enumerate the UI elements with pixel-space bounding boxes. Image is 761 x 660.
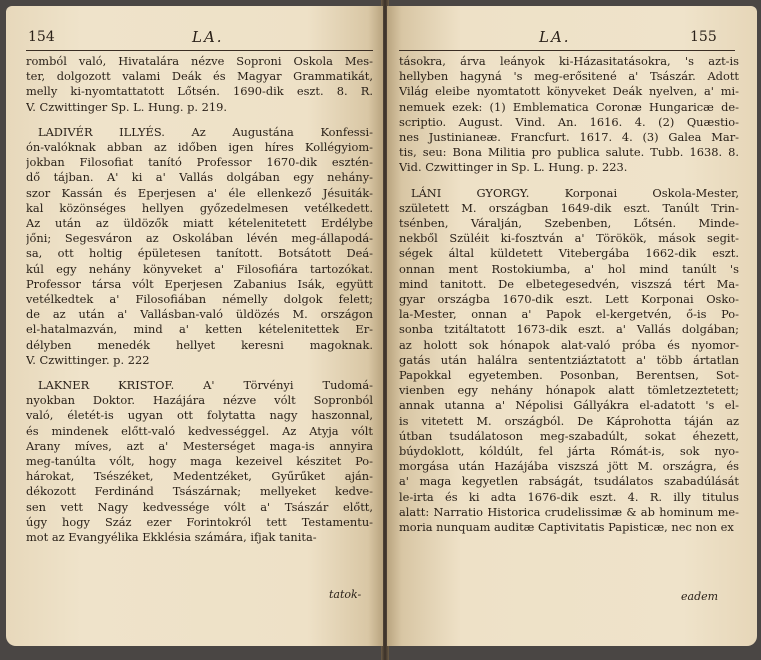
text-line: vienben egy nehány hónapok alatt tömletzeztetett; xyxy=(399,383,739,398)
text-line: ón-valóknak abban az időben igen híres Kollégyiom- xyxy=(26,140,373,155)
text-line: tis, seu: Bona Militia pro publica salute. Tubb. 1638. 8. xyxy=(399,145,739,160)
text-line: el-hatalmazván, mind a' ketten kételenitettek Er- xyxy=(26,322,373,337)
text-line: Arany míves, azt a' Mesterséget maga-is annyira xyxy=(26,438,373,453)
text-line: sa, ott holtig épületesen tanított. Botsátott Deá- xyxy=(26,246,373,261)
text-line: morgása után Hazájába viszszá jött M. országra, és xyxy=(399,459,739,474)
text-line: le-irta és ki adta 1676-dik eszt. 4. R. illy titulus xyxy=(399,489,739,504)
text-line: Vid. Czwittinger in Sp. L. Hung. p. 223. xyxy=(399,160,628,175)
text-line: dékozott Ferdinánd Tsászárnak; mellyeket kedve- xyxy=(26,484,373,499)
text-line: de az után a' Vallásban-való üldözés M. országon xyxy=(26,307,373,322)
text-line: la-Mester, onnan a' Papok el-kergetvén, ő-is Po- xyxy=(399,307,739,322)
text-line: búydoklott, kóldúlt, fel járta Rómát-is, sok nyo- xyxy=(399,444,739,459)
text-line: nes Justinianeæ. Francfurt. 1617. 4. (3) Galea Mar- xyxy=(399,130,739,145)
text-line: LADIVÉR ILLYÉS. Az Augustána Konfessi- xyxy=(38,124,373,139)
text-line: Papokkal egyetemben. Posonban, Berentsen, Sot- xyxy=(399,368,739,383)
text-line: szor Kassán és Eperjesen a' éle ellenkező Jésuiták- xyxy=(26,185,373,200)
text-line: tásokra, árva leányok ki-Házasitatásokra, 's azt-is xyxy=(399,54,739,68)
text-line: gyar országba 1670-dik eszt. Lett Korponai Osko- xyxy=(399,292,739,307)
text-line: mot az Evangyélika Ekklésia számára, ifjak tanita- xyxy=(26,530,317,545)
page-body xyxy=(26,54,373,545)
page-number: 155 xyxy=(690,29,717,45)
text-line: tsénben, Váralján, Szebenben, Lőtsén. Minde- xyxy=(399,216,739,231)
text-line: sen vett Nagy kedvessége vólt a' Tsászár előtt, xyxy=(26,499,373,514)
text-line: vetélkedtek a' Filosofiában némelly dolgok felett; xyxy=(26,292,373,307)
text-line: V. Czwittinger. p. 222 xyxy=(26,352,150,367)
text-line: a' maga kegyetlen rabságát, tsudálatos szabadúlását xyxy=(399,474,739,489)
text-line: való, életét-is ugyan ott folytatta nagy haszonnal, xyxy=(26,408,373,423)
text-line: sonba tzitáltatott 1673-dik eszt. a' Vallás dolgában; xyxy=(399,322,739,337)
text-line: nyokban Doktor. Hazájára nézve vólt Sopronból xyxy=(26,393,373,408)
text-line: meg-tanúlta vólt, hogy maga kezeivel készitet Po- xyxy=(26,454,373,469)
text-line: gatás után halálra sententziáztatott a' több ártatlan xyxy=(399,352,739,367)
text-line: melly ki-nyomtattatott Lőtsén. 1690-dik eszt. 8. R. xyxy=(26,84,373,99)
text-line: jőni; Segesváron az Oskolában lévén meg-állapodá- xyxy=(26,231,373,246)
text-line: az holott sok hónapok alat-való próba és nyomor- xyxy=(399,337,739,352)
running-head: LA. xyxy=(539,28,571,46)
text-line: úgy hogy Száz ezer Forintokról tett Testamentu- xyxy=(26,514,373,529)
text-line: hellyben hagyná 's meg-erősitené a' Tsászár. Adott xyxy=(399,69,739,84)
text-line: hárokat, Tsészéket, Medentzéket, Gyűrűket aján- xyxy=(26,469,373,484)
right-page xyxy=(387,6,757,646)
text-line: LÁNI GYORGY. Korponai Oskola-Mester, xyxy=(411,185,739,200)
running-head: LA. xyxy=(192,28,224,46)
paragraph-gap xyxy=(399,176,739,186)
text-line: moria nunquam auditæ Captivitatis Papisticæ, nec non ex xyxy=(399,520,734,535)
left-page xyxy=(6,6,383,646)
paragraph-gap xyxy=(26,368,373,378)
header-rule xyxy=(399,50,735,51)
text-line: kúl egy nehány könyveket a' Filosofiára tartozókat. xyxy=(26,261,373,276)
text-line: is vitetett M. országból. De Káprohotta táján az xyxy=(399,413,739,428)
text-line: nemuek ezek: (1) Emblematica Coronæ Hungaricæ de- xyxy=(399,99,739,114)
text-line: mind tanitott. De elbetegesedvén, viszszá tért Ma- xyxy=(399,276,739,291)
text-line: jokban Filosofiat tanító Professor 1670-dik esztén- xyxy=(26,155,373,170)
text-line: útban tsudálatoson meg-szabadúlt, sokat éhezett, xyxy=(399,428,739,443)
text-line: onnan ment Rostokiumba, a' hol mind tanúlt 's xyxy=(399,261,739,276)
text-line: nekből Szüléit ki-fosztván a' Törökök, mások segit- xyxy=(399,231,739,246)
paragraph-gap xyxy=(26,115,373,125)
page-number: 154 xyxy=(28,29,55,45)
text-line: Professor társa vólt Eperjesen Zabanius Isák, együtt xyxy=(26,276,373,291)
text-line: LAKNER KRISTOF. A' Törvényi Tudomá- xyxy=(38,378,373,393)
text-line: scriptio. August. Vind. An. 1616. 4. (2) Quæstio- xyxy=(399,114,739,129)
text-line: született M. országban 1649-dik eszt. Tanúlt Trin- xyxy=(399,200,739,215)
text-line: kal közönséges hellyen győzedelmesen vetélkedett. xyxy=(26,200,373,215)
text-line: délyben menedék hellyet keresni magoknak. xyxy=(26,337,373,352)
text-line: Az után az üldözők miatt kételenitetett Erdélybe xyxy=(26,216,373,231)
text-line: ségek által küldetett Vitebergába 1662-dik eszt. xyxy=(399,246,739,261)
header-rule xyxy=(26,50,373,51)
catchword: eadem xyxy=(681,590,719,603)
text-line: annak utanna a' Népolisi Gállyákra el-adatott 's el- xyxy=(399,398,739,413)
text-line: dő tájban. A' ki a' Vallás dolgában egy nehány- xyxy=(26,170,373,185)
text-line: Világ eleibe nyomtatott könyveket Deák nyelven, a' mi- xyxy=(399,84,739,99)
text-line: ter, dolgozott valami Deák és Magyar Grammatikát, xyxy=(26,69,373,84)
text-line: romból való, Hivatalára nézve Soproni Oskola Mes- xyxy=(26,54,373,68)
catchword: tatok- xyxy=(329,588,362,601)
text-line: V. Czwittinger Sp. L. Hung. p. 219. xyxy=(26,99,227,114)
text-line: alatt: Narratio Historica crudelissimæ & ab hominum me- xyxy=(399,504,739,519)
text-line: és mindenek előtt-való kedvességgel. Az Atyja vólt xyxy=(26,423,373,438)
page-body xyxy=(399,54,739,535)
